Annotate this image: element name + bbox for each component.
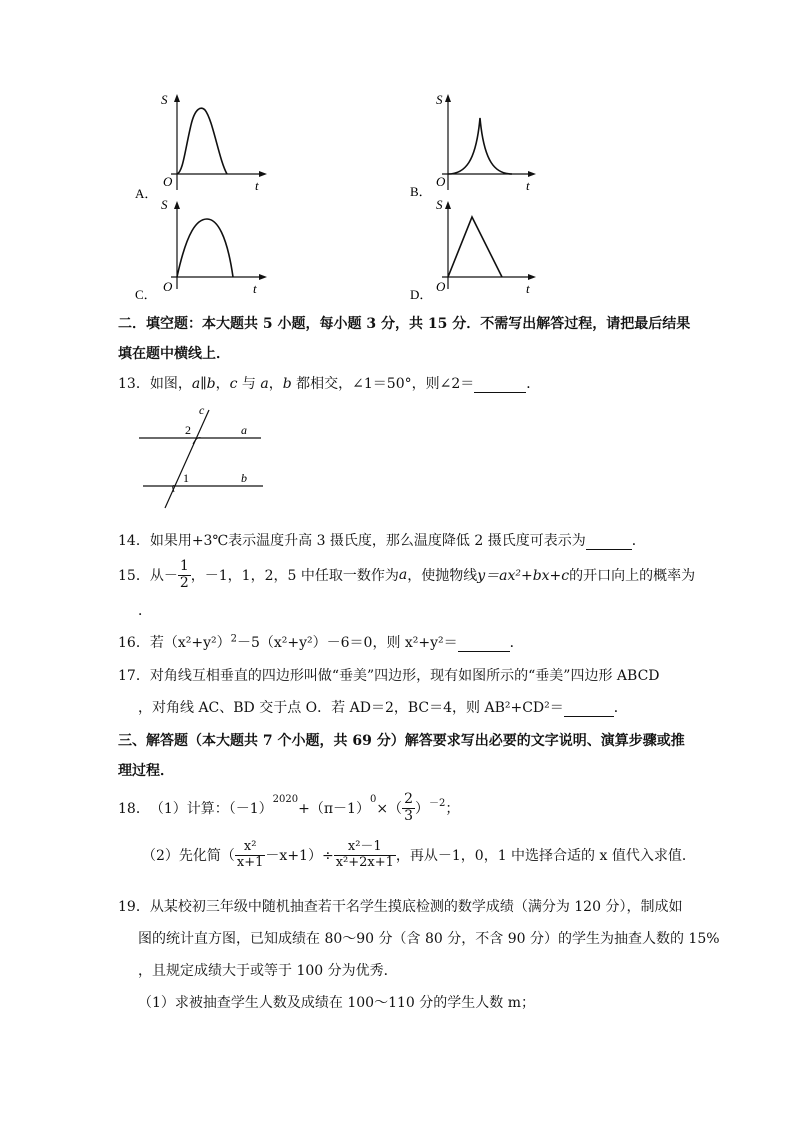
axis-s-label: S [161,197,168,212]
question-17 [118,665,660,685]
option-d-plot [410,195,550,305]
parabola-formula: y＝ax²+bx+c [477,568,570,584]
option-label: D． [410,287,433,302]
answer-blank[interactable] [586,533,632,550]
q15-text-a: 从－ [149,568,178,584]
frac-num: x² [235,840,266,855]
parallel-symbol: ∥ [200,376,207,392]
frac-den: x+1 [236,854,264,870]
frac-num: 2 [404,791,413,808]
section2-heading-line2: 填在题中横线上． [118,346,230,362]
question-19-line3 [138,960,398,980]
frac-den: 2 [179,574,189,591]
q15-text-d: 的开口向上的概率为 [569,568,696,584]
var-a2: a [260,376,269,392]
answer-blank[interactable] [474,376,526,393]
angle-2-label: 2 [185,423,191,437]
q19-line2-text: 图的统计直方图，已知成绩在 80～90 分（含 80 分，不含 90 分）的学生为抽查人数的 15% [138,931,720,947]
var-a: a [398,567,408,583]
question-19 [118,896,682,916]
answer-blank[interactable] [458,635,510,652]
question-15 [118,555,695,595]
label-b: b [241,471,247,485]
q18-p2-b: －x+1）÷ [265,848,334,864]
option-b-plot [410,90,550,205]
origin-label: O [163,279,173,294]
option-b-graph[interactable] [410,90,550,205]
origin-label: O [163,174,173,189]
q18-p2-a: （2）先化简（ [142,848,235,864]
question-19-sub1 [138,992,535,1012]
axis-t-label: t [526,178,530,193]
q15-end: ． [138,603,152,619]
label-c: c [199,403,205,417]
q18-p1-b: +（π－1） [298,801,370,817]
frac-num: 1 [179,558,189,575]
q13-text: 如图， [149,376,192,392]
section2-heading-cont [118,343,230,363]
q18-p1-a: （1）计算：（－1） [149,801,273,817]
fraction-half [178,559,191,591]
question-14 [118,530,646,550]
q13-end: ． [526,376,541,392]
var-a: a [191,376,201,392]
section3-heading-line2: 理过程． [118,763,174,779]
answer-blank[interactable] [564,700,614,717]
axis-t-label: t [526,281,530,296]
q14-text: 如果用+3℃表示温度升高 3 摄氏度，那么温度降低 2 摄氏度可表示为 [149,533,586,549]
section2-heading [118,313,690,333]
q13-text-c: 与 [237,376,261,392]
option-label: A． [135,186,158,201]
question-13: 13．如图，a∥b，c 与 a，b 都相交，∠1＝50°，则∠2＝ ． [118,376,541,392]
q18-sup3: －2 [428,798,446,809]
question-number: 13． [118,376,150,392]
frac-den: x²+2x+1 [335,854,394,870]
var-b2: b [282,376,292,392]
q16-text-b: －5（x²+y²）－6＝0，则 x²+y²＝ [236,635,458,651]
frac-num: x²－1 [334,840,396,855]
q15-text-b: ，－1，1，2，5 中任取一数作为 [190,568,399,584]
fraction-rational [334,840,396,870]
axis-s-label: S [161,92,168,107]
option-c-graph[interactable] [135,195,275,305]
var-b: b [206,376,216,392]
origin-label: O [436,279,446,294]
var-c: c [229,376,238,392]
fraction-two-thirds [402,792,415,824]
origin-label: O [436,174,446,189]
q16-sup: 2 [230,633,237,645]
q13-figure [135,398,275,513]
question-number: 17． [118,668,150,684]
q14-end: ． [631,533,646,549]
fraction-x2-over-x1 [235,840,266,870]
q18-p2-c: ，再从－1，0，1 中选择合适的 x 值代入求值． [395,848,696,864]
label-a: a [241,423,247,437]
q15-line2 [138,600,152,620]
q13-text-d: 都相交，∠1＝50°，则∠2＝ [291,376,475,392]
question-18-part1 [118,788,459,828]
section3-heading-cont [118,760,174,780]
axis-t-label: t [253,281,257,296]
q17-line1: 对角线互相垂直的四边形叫做“垂美”四边形，现有如图所示的“垂美”四边形 ABCD [149,668,660,684]
section3-heading-line1: 三、解答题（本大题共 7 个小题，共 69 分）解答要求写出必要的文字说明、演算步骤或推 [118,733,685,749]
axis-s-label: S [436,92,443,107]
axis-s-label: S [436,197,443,212]
option-d-graph[interactable] [410,195,550,305]
axis-t-label: t [255,178,259,193]
question-19-line2 [138,928,720,948]
parallel-lines-diagram [135,398,275,513]
q13-comma: ， [215,376,230,392]
q16-end: ． [509,635,524,651]
q15-text-c: ，使抛物线 [407,568,478,584]
question-17-cont [138,697,628,717]
q18-sup1: 2020 [272,794,299,805]
q19-line3-text: ，且规定成绩大于或等于 100 分为优秀． [138,963,398,979]
q18-p1-d: ） [414,801,429,817]
option-a-plot [135,90,275,205]
q18-sup2: 0 [369,794,377,805]
section3-heading [118,730,685,750]
q18-p1-e: ； [445,801,460,817]
q16-text-a: 若（x²+y²） [149,635,231,651]
q19-sub1-text: （1）求被抽查学生人数及成绩在 100～110 分的学生人数 m； [138,995,535,1011]
question-number: 19． [118,899,150,915]
question-16 [118,632,524,652]
q17-end: ． [613,700,628,716]
q18-p1-c: ×（ [376,801,403,817]
question-18-part2 [142,832,696,878]
q17-line2: ，对角线 AC、BD 交于点 O．若 AD＝2，BC＝4，则 AB²+CD²＝ [138,700,564,716]
question-number: 14． [118,533,150,549]
option-a-graph[interactable] [135,90,275,205]
option-label: C． [135,287,157,302]
q19-line1: 从某校初三年级中随机抽查若干名学生摸底检测的数学成绩（满分为 120 分），制成如 [149,899,683,915]
angle-1-label: 1 [183,471,189,485]
option-label: B． [410,184,432,199]
option-c-plot [135,195,275,305]
section2-heading-line1: 二．填空题：本大题共 5 小题，每小题 3 分，共 15 分．不需写出解答过程，请把最后结果 [118,316,691,332]
frac-den: 3 [404,807,413,824]
question-number: 15． [118,568,150,584]
question-number: 18． [118,801,150,817]
question-number: 16． [118,635,150,651]
